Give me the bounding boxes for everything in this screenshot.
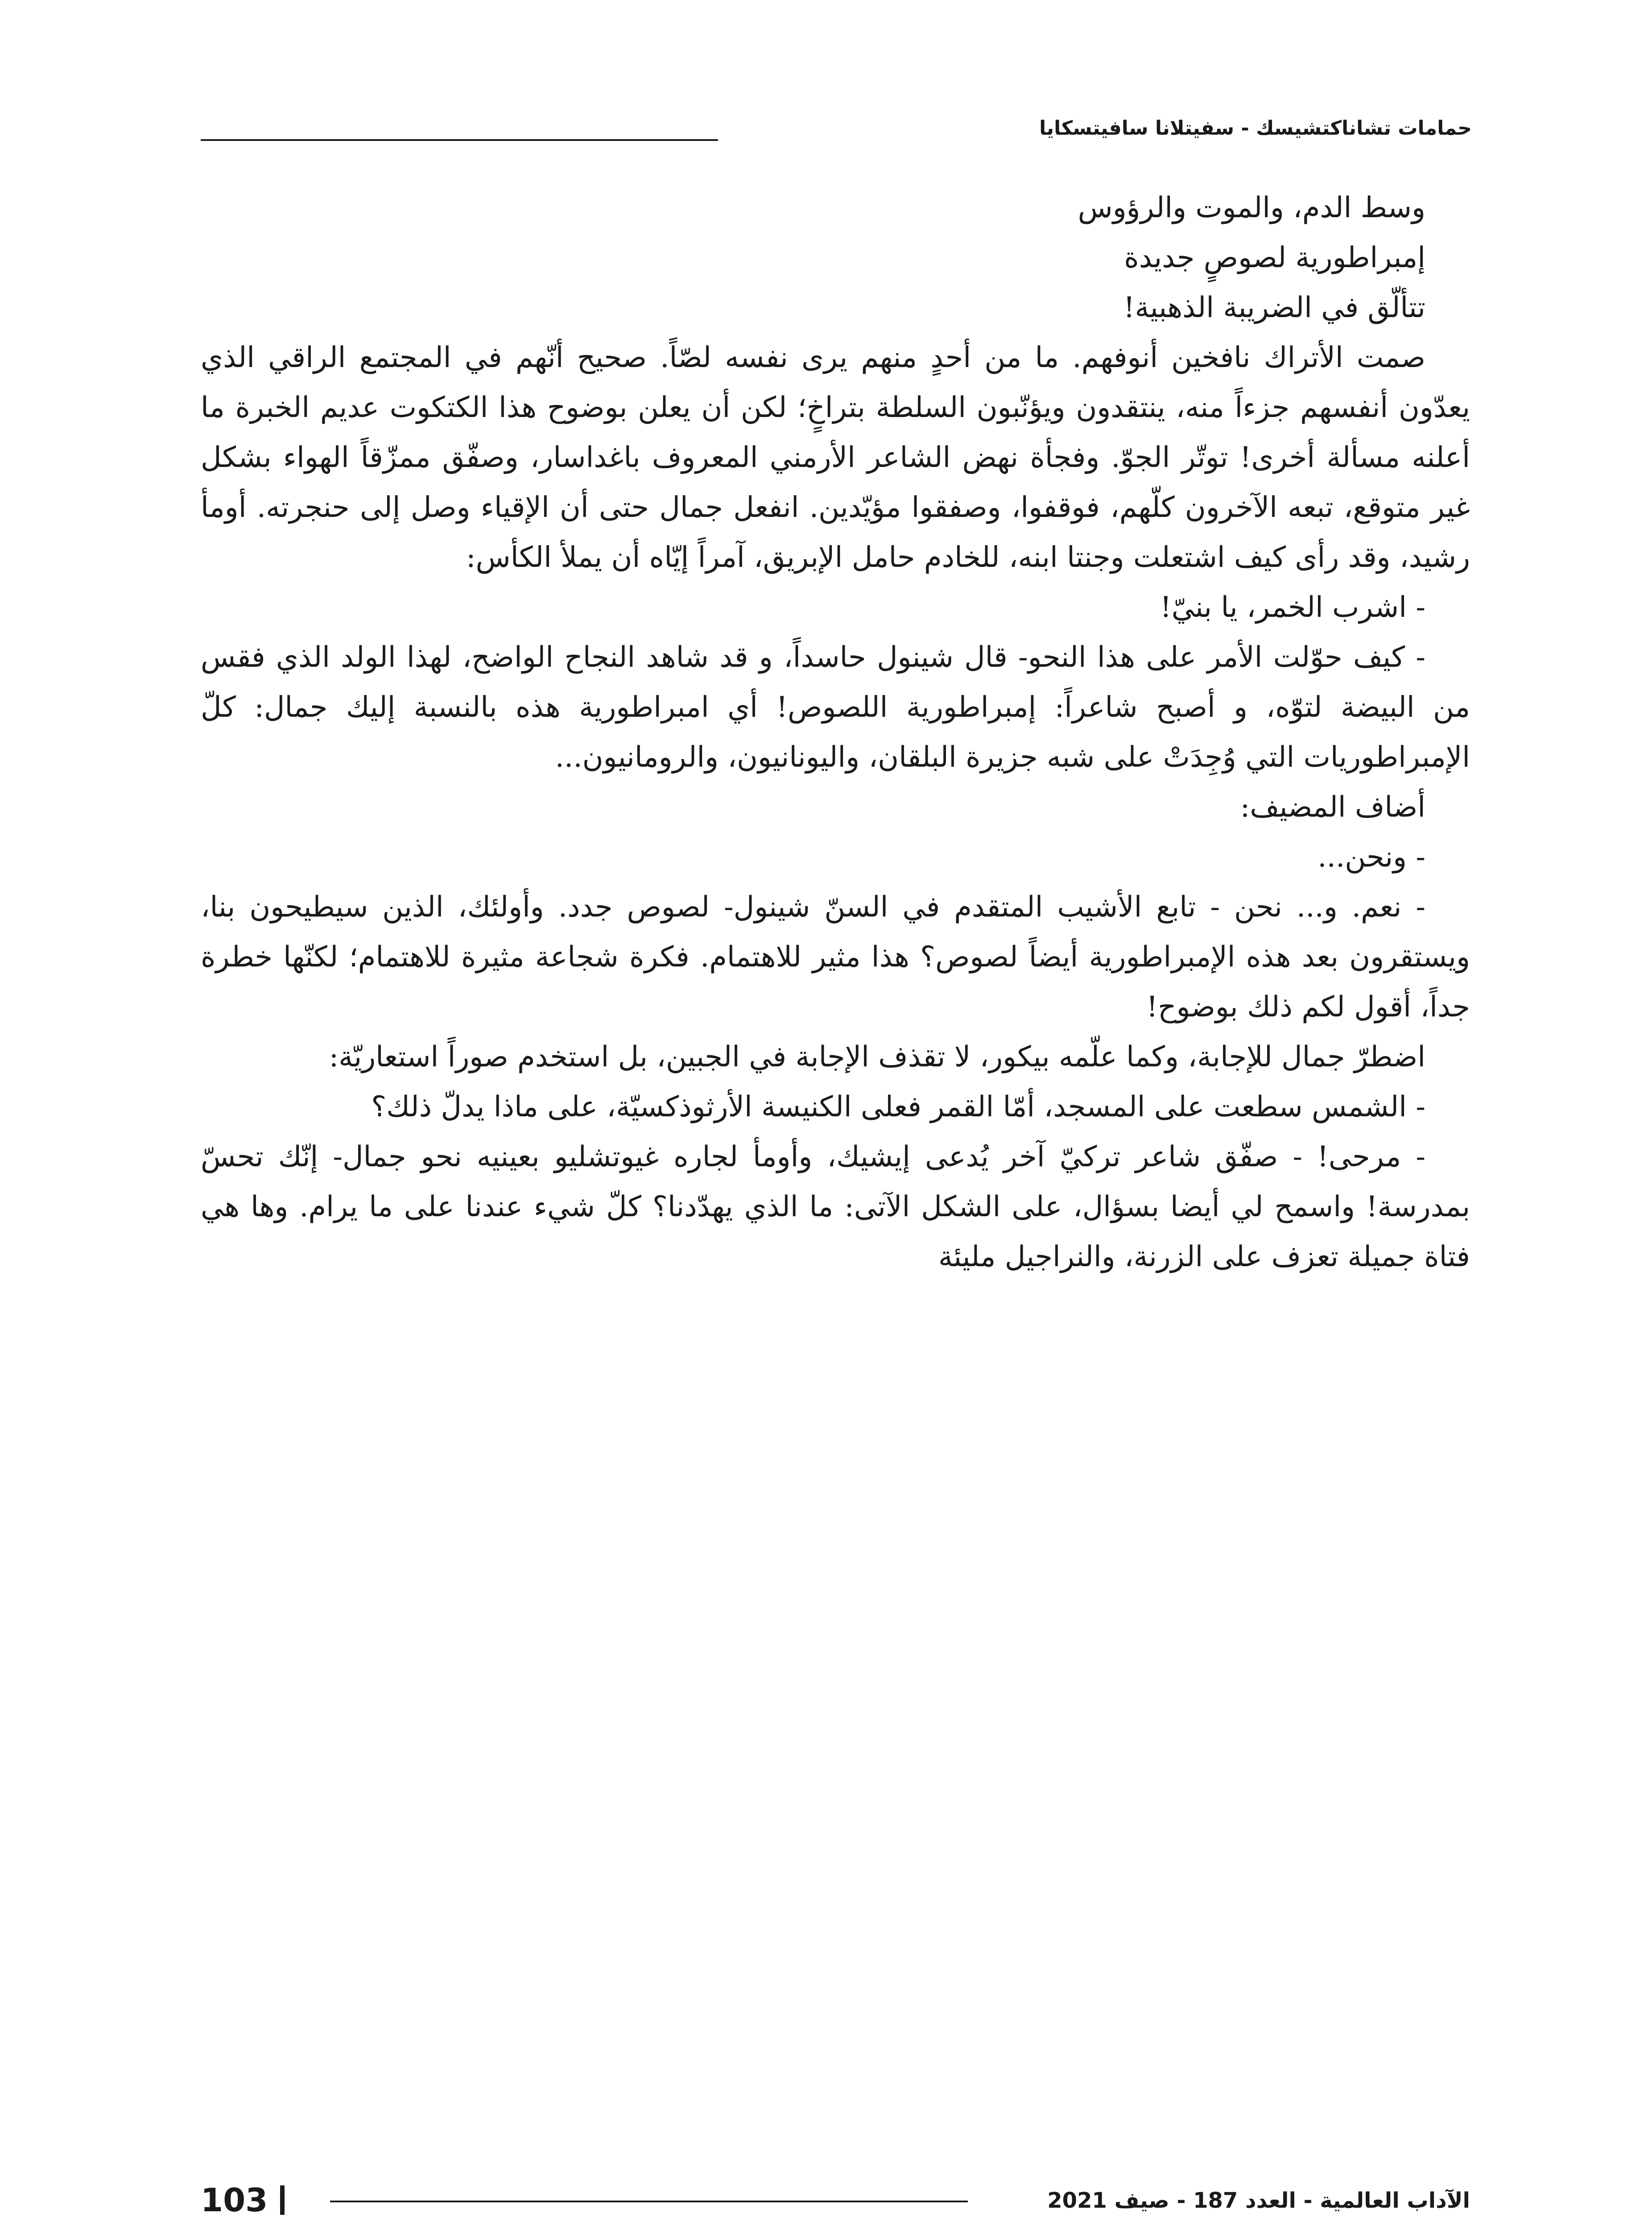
verse-line: وسط الدم، والموت والرؤوس — [1078, 191, 1425, 224]
footer-journal-info: الآداب العالمية - العدد 187 - صيف 2021 — [1047, 2188, 1470, 2213]
footer-rule — [330, 2201, 968, 2202]
paragraph: اضطرّ جمال للإجابة، وكما علّمه بيكور، لا تقذف الإجابة في الجبين، بل استخدم صوراً استعاريّة: — [329, 1041, 1425, 1074]
verse-line: إمبراطورية لصوصٍ جديدة — [1124, 241, 1425, 274]
paragraph: - مرحى! - صفّق شاعر تركيّ آخر يُدعى إيشيك، وأومأ لجاره غيوتشليو بعينيه نحو جمال- إنّك تحسّ بمدرسة! واسمح لي أيضا بسؤال، على الشكل الآتى: ما الذي يهدّدنا؟ كلّ شيء عندنا على ما يرام. وها هي فتاة جميلة تعزف على الزرنة، والنراجيل مليئة — [201, 1140, 1470, 1273]
paragraph: صمت الأتراك نافخين أنوفهم. ما من أحدٍ منهم يرى نفسه لصّاً. صحيح أنّهم في المجتمع الراقي الذي يعدّون أنفسهم جزءاً منه، ينتقدون ويؤنّبون السلطة بتراخٍ؛ لكن أن يعلن بوضوح هذا الكتكوت عديم الخبرة ما أعلنه مسألة أخرى! توتّر الجوّ. وفجأة نهض الشاعر الأرمني المعروف باغداسار، وصفّق ممزّقاً الهواء بشكل غير متوقع، تبعه الآخرون كلّهم، فوقفوا، وصفقوا مؤيّدين. انفعل جمال حتى أن الإقياء وصل إلى حنجرته. أومأ رشيد، وقد رأى كيف اشتعلت وجنتا ابنه، للخادم حامل الإبريق، آمراً إيّاه أن يملأ الكأس: — [201, 341, 1470, 574]
paragraph: - اشرب الخمر، يا بنيّ! — [1160, 591, 1425, 624]
running-header-title: حمامات تشاناكتشيسك - سفيتلانا سافيتسكايا — [1039, 117, 1472, 140]
header-rule — [201, 139, 718, 141]
paragraph: - الشمس سطعت على المسجد، أمّا القمر فعلى الكنيسة الأرثوذكسيّة، على ماذا يدلّ ذلك؟ — [371, 1090, 1425, 1123]
article-body — [201, 183, 1470, 1282]
page-number: 103 — [201, 2181, 268, 2219]
paragraph: - ونحن... — [1317, 841, 1425, 874]
paragraph: - كيف حوّلت الأمر على هذا النحو- قال شينول حاسداً، و قد شاهد النجاح الواضح، لهذا الولد الذي فقس من البيضة لتوّه، و أصبح شاعراً: إمبراطورية اللصوص! أي امبراطورية هذه بالنسبة إليك جمال: كلّ الإمبراطوريات التي وُجِدَتْ على شبه جزيرة البلقان، واليونانيون، والرومانيون... — [201, 641, 1470, 774]
page-number-separator — [280, 2185, 285, 2215]
verse-line: تتألّق في الضريبة الذهبية! — [1123, 291, 1425, 324]
paragraph: أضاف المضيف: — [1240, 791, 1425, 824]
paragraph: - نعم. و... نحن - تابع الأشيب المتقدم في السنّ شينول- لصوص جدد. وأولئك، الذين سيطيحون بنا، ويستقرون بعد هذه الإمبراطورية أيضاً لصوص؟ هذا مثير للاهتمام. فكرة شجاعة مثيرة للاهتمام؛ لكنّها خطرة جداً، أقول لكم ذلك بوضوح! — [201, 891, 1470, 1024]
